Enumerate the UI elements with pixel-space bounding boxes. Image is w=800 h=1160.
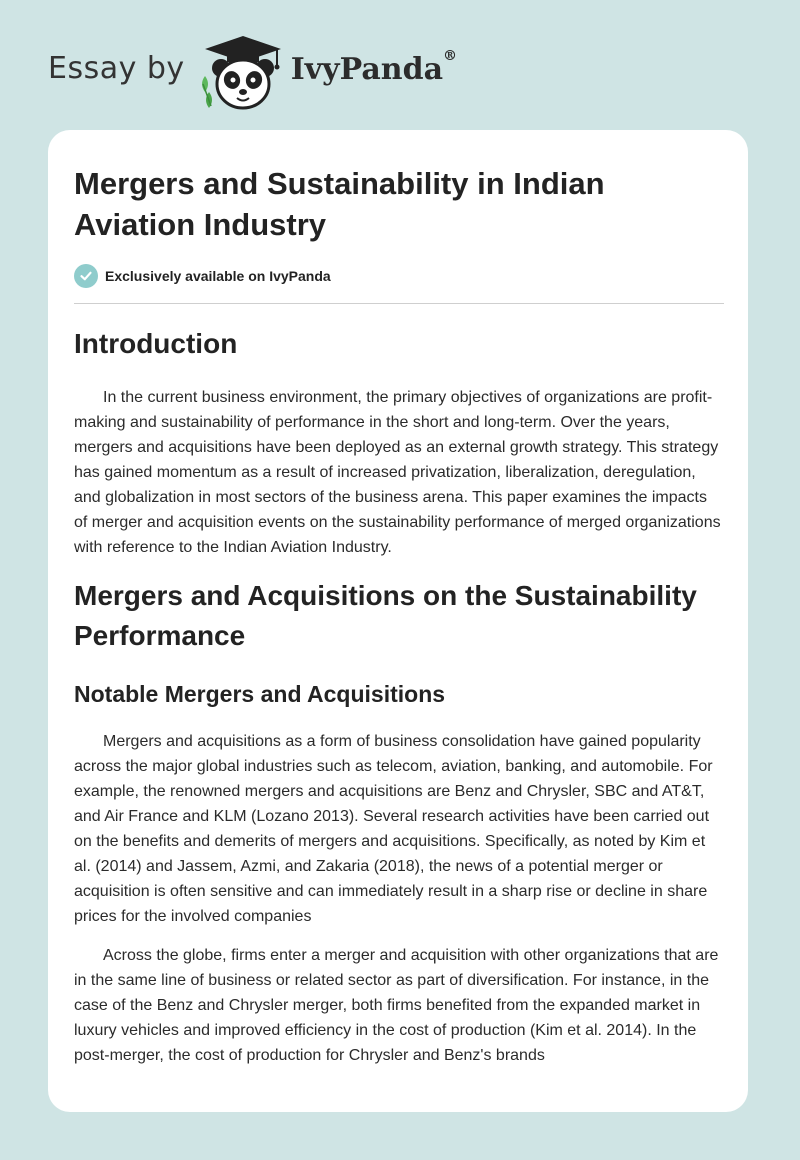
- brand-name-text: IvyPanda: [290, 51, 444, 87]
- registered-mark: ®: [443, 47, 458, 64]
- exclusive-label: Exclusively available on IvyPanda: [105, 268, 331, 284]
- brand-prefix: Essay by: [48, 50, 185, 86]
- panda-logo-icon: [197, 32, 289, 112]
- brand-name: [290, 47, 458, 87]
- check-icon: [74, 264, 98, 288]
- divider: [74, 303, 724, 304]
- paragraph-notable-mergers-1: Mergers and acquisitions as a form of business consolidation have gained popularity across the major global industries such as telecom, aviation, banking, and automobile. For example, the renowned mergers and acquisitions are Benz and Chrysler, SBC and AT&T, and Air France and KLM (Lozano 2013). Several research activities have been carried out on the benefits and demerits of mergers and acquisitions. Specifically, as noted by Kim et al. (2014) and Jassem, Azmi, and Zakaria (2018), the news of a potential merger or acquisition is often sensitive and can immediately result in a sharp rise or decline in share prices for the involved companies: [74, 733, 713, 925]
- paragraph-introduction: In the current business environment, the primary objectives of organizations are profit-making and sustainability of performance in the short and long-term. Over the years, mergers and acquisitions have been deployed as an external growth strategy. This strategy has gained momentum as a result of increased privatization, liberalization, deregulation, and globalization in most sectors of the business arena. This paper examines the impacts of merger and acquisition events on the sustainability performance of merged organizations with reference to the Indian Aviation Industry.: [74, 389, 721, 556]
- section-heading-mergers: Mergers and Acquisitions on the Sustainability Performance: [74, 580, 697, 651]
- article-card: [48, 130, 748, 1112]
- article-title: Mergers and Sustainability in Indian Aviation Industry: [74, 166, 605, 242]
- brand-header[interactable]: [48, 32, 457, 112]
- paragraph-notable-mergers-2: Across the globe, firms enter a merger and acquisition with other organizations that are in the same line of business or related sector as part of diversification. For instance, in the case of the Benz and Chrysler merger, both firms benefited from the expanded market in luxury vehicles and improved efficiency in the cost of production (Kim et al. 2014). In the post-merger, the cost of production for Chrysler and Benz's brands: [74, 947, 719, 1064]
- subheading-notable-mergers: Notable Mergers and Acquisitions: [74, 681, 446, 707]
- section-heading-introduction: Introduction: [74, 328, 238, 359]
- exclusive-badge: [74, 263, 331, 289]
